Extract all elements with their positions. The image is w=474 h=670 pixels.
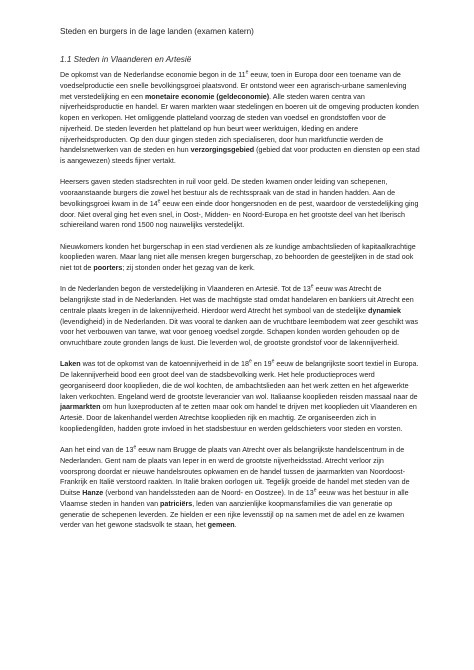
text-run: eeuw nam Brugge de plaats van Atrecht over als belangrijkste handelscentrum in de Nederlanden. Gent nam de plaats van Ieper in en werd de grootste nijverheidsstad. Atrecht verloor zijn voorsprong doordat er nieuwe handelsroutes opkwamen en de handel tussen de jaarmarkten van Noordoost-Frankrijk en Italië verstoord raakten. In Italië braken oorlogen uit. Tegelijk groeide de handel met steden van de Duitse (60, 446, 410, 497)
ordinal-superscript: e (245, 69, 249, 76)
bold-term: monetaire economie (geldeconomie) (144, 92, 270, 101)
document-page (60, 26, 420, 542)
ordinal-superscript: e (313, 487, 317, 494)
bold-term: Laken (60, 360, 81, 369)
ordinal-superscript: e (310, 283, 314, 290)
text-run: In de Nederlanden begon de verstedelijking in Vlaanderen en Artesië. Tot de 13 (60, 285, 311, 294)
text-run: was tot de opkomst van de katoennijverheid in de 18 (80, 360, 249, 369)
text-run: eeuw een einde door hongersnoden en de pest, waardoor de verstedelijking ging door. Niet overal ging het even snel, in Oost-, Midden- en Noord-Europa en het grootste deel van het Iberisch schiereiland waren rond 1500 nog nauwelijks verstedelijkt. (60, 199, 419, 230)
document-title: Steden en burgers in de lage landen (examen katern) (60, 27, 254, 36)
text-run: eeuw de belangrijkste soort textiel in Europa. De lakennijverheid bood een groot deel van de stadsbevolking werk. Het hele productieproces werd georganiseerd door kooplieden, die de wol kochten, de ambachtslieden aan het werk zetten en het afgewerkte laken verkochten. Engeland werd de grootste leverancier van wol. Italiaanse kooplieden reisden massaal naar de (60, 360, 419, 401)
bold-term: Hanze (82, 489, 104, 497)
text-run: De opkomst van de Nederlandse economie begon in de 11 (60, 71, 246, 79)
text-run: Heersers gaven steden stadsrechten in ruil voor geld. De steden kwamen onder leiding van schepenen, vooraanstaande burgers die zowel het bestuur als de rechtsspraak van de stad in handen hadden. Aan de bevolkingsgroei kwam in de 14 (60, 178, 396, 208)
text-run: . (234, 521, 237, 530)
bold-term: patriciërs (160, 499, 193, 508)
text-run: eeuw was Atrecht de belangrijkste stad in de Nederlanden. Het was de machtigste stad omdat handelaren en bankiers uit Atrecht een centrale plaats kregen in de lakennijverheid. Hierdoor werd Atrecht het symbool van de stedelijke (60, 285, 414, 315)
bold-term: poorters (93, 264, 123, 272)
paragraph (60, 242, 420, 274)
paragraph (60, 445, 420, 531)
text-run: en 19 (251, 360, 272, 369)
text-run: Nieuwkomers konden het burgerschap in een stad verdienen als ze kundige ambachtslieden of kapitaalkrachtige kooplieden waren. Maar lang niet alle mensen kregen burgerschap, zo behoorden de geesteljken in de stad ook niet tot de (60, 242, 416, 272)
text-run: om hun luxeproducten af te zetten maar ook om handel te drijven met kooplieden uit Vlaanderen en Artesië. Door de lakenhandel werden Atrechtse kooplieden rijk en machtig. Ze organiseerden zich in koopliedengilden, hadden grote invloed in het stadsbestuur en werden geldschieters voor steden en vorsten. (60, 403, 417, 433)
bold-term: jaarmarkten (60, 403, 101, 412)
bold-term: verzorgingsgebied (190, 146, 255, 155)
paragraph (60, 284, 420, 349)
text-run: (gebied dat voor producten en diensten op een stad is aangewezen) steeds fijner vertakt. (60, 146, 420, 165)
text-run: (levendigheid) in de Nederlanden. Dit was vooral te danken aan de vruchtbare leembodem wat zeer geschikt was voor het verbouwen van tarwe, wat voor genoeg voedsel zorgde. Schapen konden worden gehouden op de onvruchtbare zoute gronden langs de kust. Die leverden wol, de grootste grondstof voor de lakennijverheid. (60, 317, 419, 347)
text-run: Aan het eind van de 13 (60, 446, 134, 454)
text-run: . Alle steden waren centra van nijverheidsproductie en handel. Er waren markten waar stedelingen en boeren uit de omgeving producten konden kopen en verkopen. Het omliggende platteland voorzag de steden van voedsel en grondstoffen voor de nijverheid. De steden leverden het platteland op hun beurt weer werktuigen, kleding en andere nijverheidsproducten. Op den duur gingen steden zich specialiseren, door hun marktfunctie werden de handelsnetwerken van de steden en hun (60, 92, 419, 155)
text-run: eeuw, toen in Europa door een toename van de voedselproductie een snelle bevolkingsgroei plaatsvond. Er ontstond weer een agrarisch-urbane samenleving met verstedelijking en een (60, 71, 407, 101)
ordinal-superscript: e (271, 358, 275, 365)
ordinal-superscript: e (157, 198, 161, 205)
text-run: ; zij stonden onder het gezag van de kerk. (122, 264, 255, 272)
body-text (60, 70, 420, 531)
bold-term: dynamiek (368, 306, 401, 315)
ordinal-superscript: e (133, 444, 137, 451)
paragraph (60, 177, 420, 231)
paragraph (60, 359, 420, 434)
paragraph (60, 70, 420, 167)
text-run: eeuw was het bestuur in alle Vlaamse steden in handen van (60, 489, 409, 508)
text-run: (verbond van handelssteden aan de Noord- en Oostzee). In de 13 (103, 489, 314, 497)
text-run: , leden van aanzienlijke koopmansfamilies die van generatie op generatie de schepenen leverden. Ze hielden er een rijke levensstijl op na samen met de adel en ze kwamen verder van het gewone stadsvolk te staan, het (60, 499, 405, 530)
ordinal-superscript: e (248, 358, 252, 365)
section-heading: 1.1 Steden in Vlaanderen en Artesië (60, 55, 192, 64)
bold-term: gemeen (207, 521, 235, 530)
